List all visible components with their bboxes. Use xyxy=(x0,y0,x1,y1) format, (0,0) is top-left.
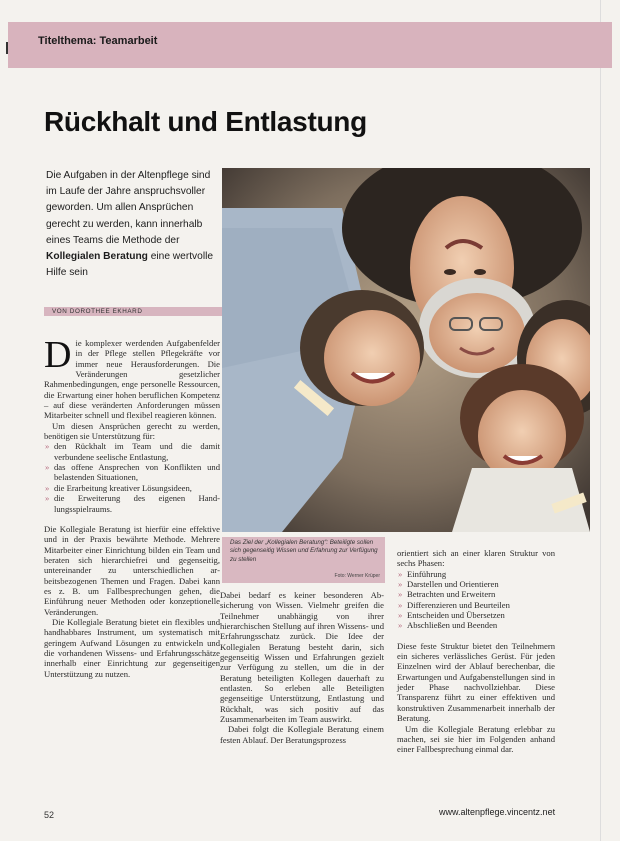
col1-p1-text: ie komplexer werdenden Aufgabenfelder in der Pflege stellen Pflegekräfte vor immer neue Herausforderungen. Die Veränderungen gesetzlicher Rahmenbedingungen, enge personelle Ressourcen, die Erwartung einer hohen beruflichen Kompetenz – auf diese veränderten Anforderungen müssen Mitarbeiter schnell und flexibel reagieren können. xyxy=(44,338,220,421)
drop-cap: D xyxy=(44,334,72,376)
list-item: » die Erarbeitung kreativer Lösungsideen, xyxy=(44,483,220,493)
list-item: » Differenzieren und Beurteilen xyxy=(397,600,555,610)
list-item: » Darstellen und Orientieren xyxy=(397,579,555,589)
author-byline: VON DOROTHEE EKHARD xyxy=(52,308,143,315)
intro-text-2: eine wertvolle Hilfe sein xyxy=(46,251,214,279)
page-number: 52 xyxy=(44,810,55,820)
group-photo-image xyxy=(222,168,590,532)
website-link[interactable]: www.altenpflege.vincentz.net xyxy=(439,807,556,817)
list-item: » Einführung xyxy=(397,569,555,579)
intro-highlight: Kollegialen Beratung xyxy=(46,251,148,263)
col3-paragraph-3: Um die Kollegiale Beratung erlebbar zu machen, sei sie hier im Folgenden anhand einer Fallbesprechung einmal dar. xyxy=(397,723,555,755)
list-item: » Entscheiden und Übersetzen xyxy=(397,610,555,620)
page-edge xyxy=(600,0,601,841)
col1-paragraph-4: Die Kollegiale Beratung bietet ein flexibles und handhabbares Instrument, um systematisch mit geringem Aufwand Lösungen zu entwickeln und die vorhandenen Wissens- und Erfahrungsschätze innerhalb einer Einrichtung zur gegenseitigen Unterstützung zu nutzen. xyxy=(44,616,220,679)
photo-credit: Foto: Werner Krüper xyxy=(334,573,380,579)
text-column-2 xyxy=(220,590,384,745)
col3-paragraph-2: Diese feste Struktur bietet den Teilnehmern ein sicheres verlässliches Gerüst. Für jeden Einzelnen wird der Ablauf berechenbar, die Erwartungen und Aufgabenstellungen sind in jeder Phase nachvollziehbar. Diese Transparenz führt zu einer effektiven und konstruktiven Zusammenarbeit innerhalb der Beratung. xyxy=(397,640,555,724)
col2-paragraph-1: Dabei bedarf es keiner besonderen Absicherung von Wissen. Vielmehr greifen die Teilnehmer unabhängig von ihrer hierarchischen Stellung auf ihren Wissens- und Erfahrungsschatz zurück. Die Idee der Kollegialen Beratung besteht darin, sich gegenseitig Wissen und Erfahrungen gezielt zur Verfügung zu stellen, um die in der Beratung beteiligten Kollegen dauerhaft zu entlasten. So erleben alle Beteiligten gegenseitige Unterstützung, Entlastung und Rückhalt, was sich positiv auf das Zusammenarbeiten im Team auswirkt. xyxy=(220,590,384,725)
section-label: Titelthema: Teamarbeit xyxy=(38,35,158,47)
intro-text-1: Die Aufgaben in der Altenpflege sind im Laufe der Jahre anspruchsvoller geworden. Um allen Ansprüchen gerecht zu werden, kann innerhalb eines Teams die Methode der xyxy=(46,170,211,246)
list-item: » Abschließen und Beenden xyxy=(397,620,555,630)
article-photo xyxy=(222,168,590,532)
phases-list xyxy=(397,569,555,631)
text-column-3 xyxy=(397,548,555,755)
col1-paragraph-3: Die Kollegiale Beratung ist hierfür eine effektive und in der Praxis bewährte Methode. Mehrere Mitarbeiter einer Einrichtung bilden ein Team und beraten sich hierarchiefrei und gegenseitig, untereinander zu unterschiedlichen arbeitsbezogenen Themen und Fragen. Dabei kann es z. B. um Fallbesprechungen gehen, die Einführung neuer Methoden oder konzeptionelle Veränderungen. xyxy=(44,523,220,617)
list-item: » Betrachten und Erweitern xyxy=(397,589,555,599)
section-marker xyxy=(6,42,8,54)
article-intro xyxy=(46,168,216,281)
col1-paragraph-1 xyxy=(44,334,220,421)
photo-caption: Das Ziel der „Kollegialen Beratung“: Beteiligte sollen sich gegenseitig Wissen und Erfahrung zur Verfügung zu stellen xyxy=(230,539,378,563)
col1-list xyxy=(44,441,220,513)
list-item: » den Rückhalt im Team und die damit verbundene seelische Entlastung, xyxy=(44,441,220,462)
col1-paragraph-2: Um diesen Ansprüchen gerecht zu werden, benötigen sie Unterstützung für: xyxy=(44,420,220,442)
col3-paragraph-1: orientiert sich an einer klaren Struktur von sechs Phasen: xyxy=(397,548,555,569)
article-title: Rückhalt und Entlastung xyxy=(44,106,367,137)
col2-paragraph-2: Dabei folgt die Kollegiale Beratung einem festen Ablauf. Der Beratungsprozess xyxy=(220,724,384,745)
list-item: » das offene Ansprechen von Konflikten und belastenden Situationen, xyxy=(44,462,220,483)
list-item: » die Erweiterung des eigenen Handlungsspielraums. xyxy=(44,493,220,514)
text-column-1 xyxy=(44,334,220,679)
